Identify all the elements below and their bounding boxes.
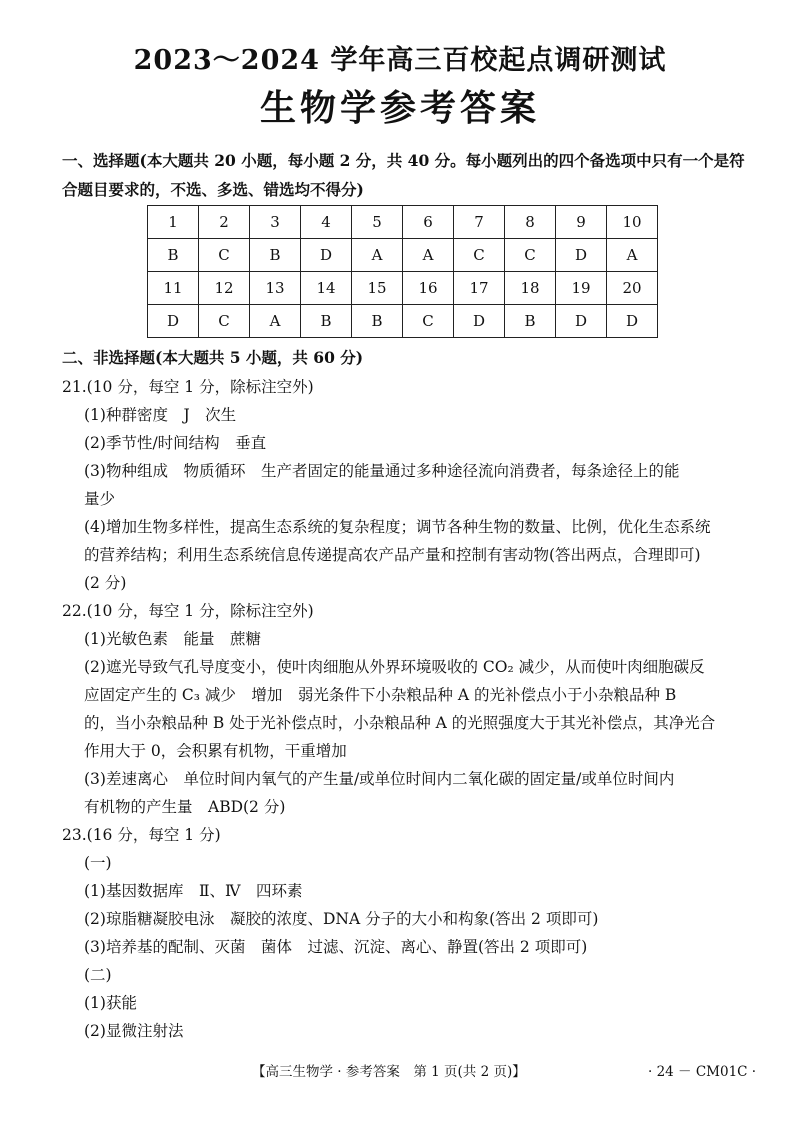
answer-line: (二) [84, 966, 112, 984]
answer-cell: 7 [454, 206, 505, 239]
answer-line: (2)显微注射法 [84, 1022, 184, 1040]
answer-cell: D [301, 239, 352, 272]
answer-cell: B [505, 305, 556, 338]
page-title: 2023～2024 学年高三百校起点调研测试 [133, 45, 667, 76]
answer-cell: B [148, 239, 199, 272]
answer-line: (2)琼脂糖凝胶电泳 凝胶的浓度、DNA 分子的大小和构象(答出 2 项即可) [84, 910, 599, 928]
page-subtitle: 生物学参考答案 [259, 87, 540, 129]
answer-line: 有机物的产生量 ABD(2 分) [84, 798, 286, 816]
answer-cell: C [199, 239, 250, 272]
answer-cell: D [148, 305, 199, 338]
answer-cell: B [352, 305, 403, 338]
answer-cell: 9 [556, 206, 607, 239]
answer-cell: D [454, 305, 505, 338]
answer-cell: 16 [403, 272, 454, 305]
answer-cell: 19 [556, 272, 607, 305]
answer-line: (1)光敏色素 能量 蔗糖 [84, 630, 261, 648]
answer-line: 的，当小杂粮品种 B 处于光补偿点时，小杂粮品种 A 的光照强度大于其光补偿点，其净光合 [84, 714, 716, 732]
answer-cell: D [556, 239, 607, 272]
answer-cell: 8 [505, 206, 556, 239]
answer-cell: B [301, 305, 352, 338]
answer-cell: 20 [607, 272, 658, 305]
answer-cell: 18 [505, 272, 556, 305]
answer-cell: 6 [403, 206, 454, 239]
answer-line: 量少 [84, 490, 116, 508]
answer-cell: A [403, 239, 454, 272]
answer-cell: A [607, 239, 658, 272]
answer-cell: 3 [250, 206, 301, 239]
answer-cell: 10 [607, 206, 658, 239]
answer-table-row [148, 305, 658, 338]
answer-cell: A [250, 305, 301, 338]
answer-line: (1)获能 [84, 994, 137, 1012]
section2-heading: 二、非选择题(本大题共 5 小题，共 60 分) [62, 348, 364, 367]
section1-heading: 一、选择题(本大题共 20 小题，每小题 2 分，共 40 分。每小题列出的四个备选项中只有一个是符合题目要求的，不选、多选、错选均不得分) [62, 151, 745, 199]
answer-cell: 12 [199, 272, 250, 305]
answer-line: (2 分) [84, 574, 127, 592]
answer-cell: B [250, 239, 301, 272]
answer-cell: A [352, 239, 403, 272]
footer-code: · 24 － CM01C · [648, 1064, 757, 1080]
answer-cell: C [199, 305, 250, 338]
answer-cell: C [454, 239, 505, 272]
footer-page-info: 【高三生物学 · 参考答案 第 1 页(共 2 页)】 [252, 1064, 526, 1080]
answer-table-row [148, 206, 658, 239]
answer-table-row [148, 239, 658, 272]
answer-cell: C [403, 305, 454, 338]
answer-table-row [148, 272, 658, 305]
answer-cell: 13 [250, 272, 301, 305]
answer-line: (一) [84, 854, 112, 872]
question-heading: 21.(10 分，每空 1 分，除标注空外) [62, 378, 314, 396]
answer-cell: 1 [148, 206, 199, 239]
answer-line: (2)遮光导致气孔导度变小，使叶肉细胞从外界环境吸收的 CO₂ 减少，从而使叶肉细胞碳反 [84, 658, 705, 676]
answer-cell: 17 [454, 272, 505, 305]
question-heading: 22.(10 分，每空 1 分，除标注空外) [62, 602, 314, 620]
answer-cell: 14 [301, 272, 352, 305]
answer-line: 作用大于 0，会积累有机物，干重增加 [84, 742, 347, 760]
answer-line: (3)差速离心 单位时间内氧气的产生量/或单位时间内二氧化碳的固定量/或单位时间内 [84, 770, 675, 788]
answer-cell: 11 [148, 272, 199, 305]
answer-cell: 15 [352, 272, 403, 305]
answer-line: (3)培养基的配制、灭菌 菌体 过滤、沉淀、离心、静置(答出 2 项即可) [84, 938, 588, 956]
answer-line: 的营养结构；利用生态系统信息传递提高农产品产量和控制有害动物(答出两点，合理即可) [84, 546, 701, 564]
answer-line: (1)基因数据库 Ⅱ、Ⅳ 四环素 [84, 882, 303, 900]
answer-cell: D [556, 305, 607, 338]
answer-line: 应固定产生的 C₃ 减少 增加 弱光条件下小杂粮品种 A 的光补偿点小于小杂粮品种 B [84, 686, 677, 704]
answer-line: (4)增加生物多样性，提高生态系统的复杂程度；调节各种生物的数量、比例，优化生态系统 [84, 518, 711, 536]
answer-cell: 4 [301, 206, 352, 239]
answer-cell: C [505, 239, 556, 272]
answer-table [147, 205, 658, 338]
question-heading: 23.(16 分，每空 1 分) [62, 826, 221, 844]
answer-line: (1)种群密度 J 次生 [84, 406, 237, 424]
answer-cell: 5 [352, 206, 403, 239]
answer-line: (3)物种组成 物质循环 生产者固定的能量通过多种途径流向消费者，每条途径上的能 [84, 462, 680, 480]
answer-cell: 2 [199, 206, 250, 239]
answer-cell: D [607, 305, 658, 338]
answer-line: (2)季节性/时间结构 垂直 [84, 434, 267, 452]
